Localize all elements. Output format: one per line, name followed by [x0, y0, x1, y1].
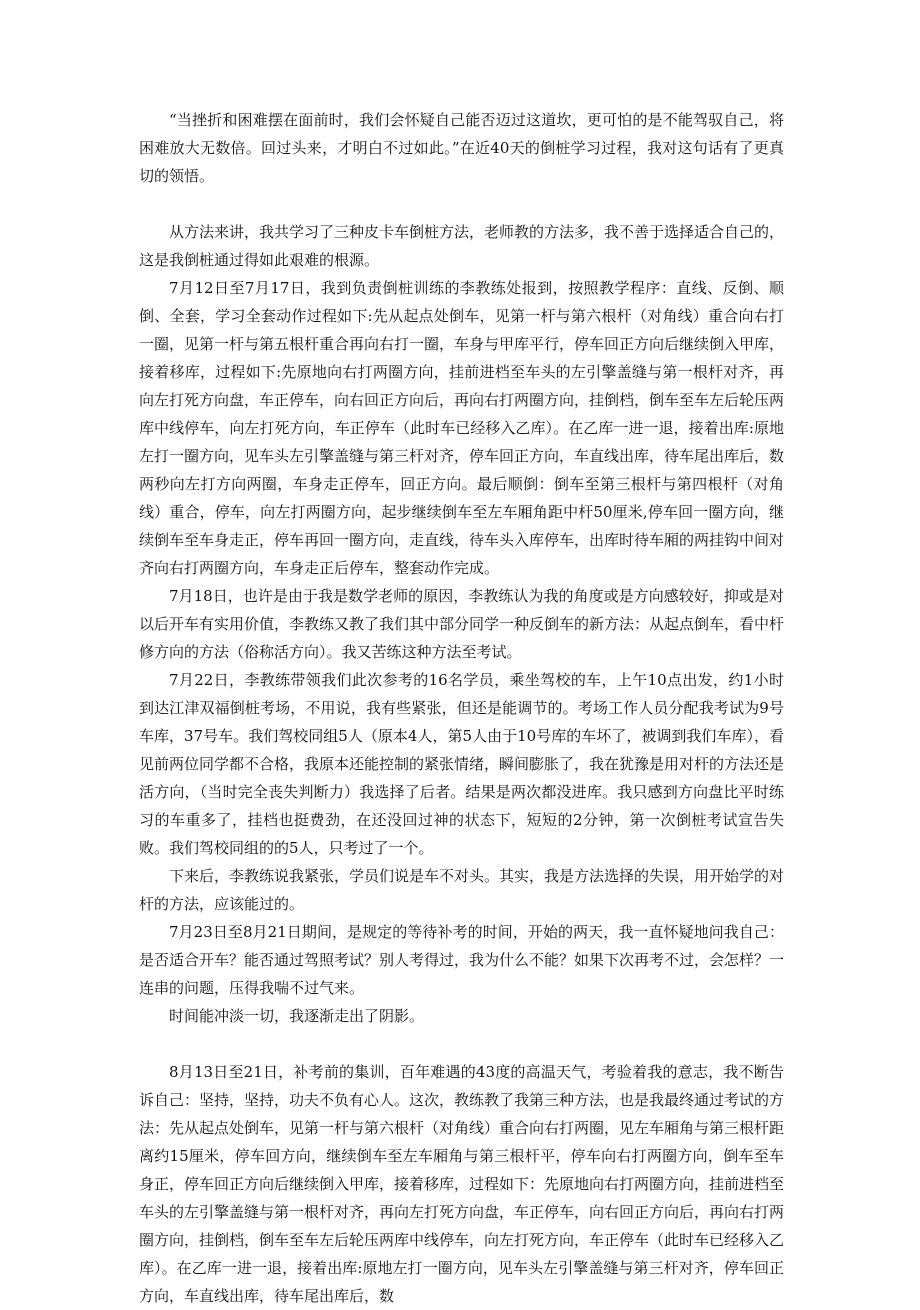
blank-line — [139, 1030, 784, 1058]
paragraph-july-23: 7月23日至8月21日期间，是规定的等待补考的时间，开始的两天，我一直怀疑地问我自己：是否适合开车？能否通过驾照考试？别人考得过，我为什么不能？如果下次再考不过，会怎样？一连串的问题，压得我喘不过气来。 — [139, 923, 785, 997]
paragraph-methods-intro: 从方法来讲，我共学习了三种皮卡车倒桩方法，老师教的方法多，我不善于选择适合自己的，这是我倒桩通过得如此艰难的根源。 — [139, 223, 785, 269]
paragraph-aftermath: 下来后，李教练说我紧张，学员们说是车不对头。其实，我是方法选择的失误，用开始学的对杆的方法，应该能过的。 — [139, 867, 785, 913]
paragraph-july-12: 7月12日至7月17日，我到负责倒桩训练的李教练处报到，按照教学程序：直线、反倒、顺倒、全套，学习全套动作过程如下:先从起点处倒车，见第一杆与第六根杆（对角线）重合向右打一圈，见第一杆与第五根杆重合再向右打一圈，车身与甲库平行，停车回正方向后继续倒入甲库，接着移库，过程如下:先原地向右打两圈方向，挂前进档至车头的左引擎盖缝与第一根杆对齐，再向左打死方向盘，车正停车，向右回正方向后，再向右打两圈方向，挂倒档，倒车至车左后轮压两库中线停车，向左打死方向，车正停车（此时车已经移入乙库）。在乙库一进一退，接着出库:原地左打一圈方向，见车头左引擎盖缝与第三杆对齐，停车回正方向，车直线出库，待车尾出库后，数两秒向左打方向两圈，车身走正停车，回正方向。最后顺倒：倒车至第三根杆与第四根杆（对角线）重合，停车，向左打两圈方向，起步继续倒车至左车厢角距中杆50厘米,停车回一圈方向，继续倒车至车身走正，停车再回一圈方向，走直线，待车头入库停车，出库时待车厢的两挂钩中间对齐向右打两圈方向，车身走正后停车，整套动作完成。 — [139, 279, 785, 577]
paragraph-august-13: 8月13日至21日，补考前的集训，百年难遇的43度的高温天气，考验着我的意志，我不断告诉自己：坚持，坚持，功夫不负有心人。这次，教练教了我第三种方法，也是我最终通过考试的方法：先从起点处倒车，见第一杆与第六根杆（对角线）重合向右打两圈，见左车厢角与第三根杆距离约15厘米，停车回方向，继续倒车至左车厢角与第三根杆平，停车向右打两圈方向，倒车至车身正，停车回正方向后继续倒入甲库，接着移库，过程如下：先原地向右打两圈方向，挂前进档至车头的左引擎盖缝与第一根杆对齐，再向左打死方向盘，车正停车，向右回正方向后，再向右打两圈方向，挂倒档，倒车至车左后轮压两库中线停车，向左打死方向，车正停车（此时车已经移入乙库）。在乙库一进一退，接着出库:原地左打一圈方向，见车头左引擎盖缝与第三杆对齐，停车回正方向，车直线出库，待车尾出库后，数 — [139, 1063, 785, 1305]
paragraph-july-18: 7月18日，也许是由于我是数学老师的原因，李教练认为我的角度或是方向感较好，抑或是对以后开车有实用价值，李教练又教了我们其中部分同学一种反倒车的新方法：从起点倒车，看中杆修方向的方法（俗称活方向）。我又苦练这种方法至考试。 — [139, 587, 785, 661]
paragraph-quote: “当挫折和困难摆在面前时，我们会怀疑自己能否迈过这道坎，更可怕的是不能驾驭自己，将困难放大无数倍。回过头来，才明白不过如此。”在近40天的倒桩学习过程，我对这句话有了更真切的领悟。 — [139, 111, 784, 185]
document-body — [139, 106, 784, 1310]
paragraph-july-22: 7月22日，李教练带领我们此次参考的16名学员，乘坐驾校的车，上午10点出发，约1小时到达江津双福倒桩考场，不用说，我有些紧张，但还是能调节的。考场工作人员分配我考试为9号车库，37号车。我们驾校同组5人（原本4人，第5人由于10号库的车坏了，被调到我们车库），看见前两位同学都不合格，我原本还能控制的紧张情绪，瞬间膨胀了，我在犹豫是用对杆的方法还是活方向，（当时完全丧失判断力）我选择了后者。结果是两次都没进库。我只感到方向盘比平时练习的车重多了，挂档也挺费劲，在还没回过神的状态下，短短的2分钟，第一次倒桩考试宣告失败。我们驾校同组的的5人，只考过了一个。 — [139, 671, 785, 857]
blank-line — [139, 190, 784, 218]
paragraph-time-heals: 时间能冲淡一切，我逐渐走出了阴影。 — [169, 1007, 425, 1025]
